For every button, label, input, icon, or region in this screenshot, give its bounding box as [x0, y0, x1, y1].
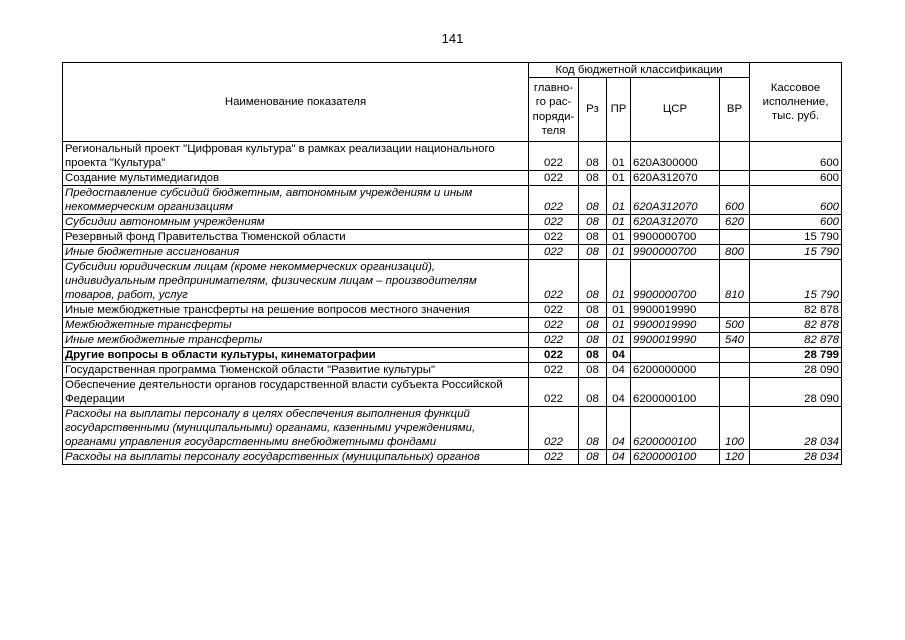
row-name: Другие вопросы в области культуры, кинематографии	[63, 348, 529, 363]
table-row	[63, 142, 842, 171]
row-amount: 82 878	[750, 318, 842, 333]
row-pr: 01	[607, 318, 631, 333]
row-amount: 15 790	[750, 245, 842, 260]
row-vr: 500	[720, 318, 750, 333]
row-glav: 022	[529, 333, 579, 348]
header-amount	[750, 63, 842, 142]
row-pr: 01	[607, 230, 631, 245]
row-glav: 022	[529, 186, 579, 215]
row-csr: 6200000100	[631, 378, 720, 407]
row-glav: 022	[529, 407, 579, 450]
row-glav: 022	[529, 348, 579, 363]
row-pr: 04	[607, 407, 631, 450]
row-rz: 08	[579, 363, 607, 378]
row-glav: 022	[529, 171, 579, 186]
row-csr: 6200000100	[631, 407, 720, 450]
row-vr: 620	[720, 215, 750, 230]
row-csr: 9900000700	[631, 260, 720, 303]
header-glav-line: теля	[541, 124, 566, 137]
row-csr: 9900000700	[631, 230, 720, 245]
row-name: Межбюджетные трансферты	[63, 318, 529, 333]
row-glav: 022	[529, 215, 579, 230]
row-rz: 08	[579, 333, 607, 348]
row-amount: 600	[750, 215, 842, 230]
row-rz: 08	[579, 407, 607, 450]
table-row	[63, 245, 842, 260]
row-csr: 620A312070	[631, 171, 720, 186]
header-name: Наименование показателя	[63, 63, 529, 142]
row-csr: 620A312070	[631, 215, 720, 230]
row-amount: 82 878	[750, 303, 842, 318]
header-amount-line: тыс. руб.	[771, 110, 820, 122]
row-pr: 01	[607, 215, 631, 230]
row-name: Субсидии автономным учреждениям	[63, 215, 529, 230]
row-vr	[720, 348, 750, 363]
header-glav	[529, 78, 579, 142]
table-row	[63, 363, 842, 378]
table-row	[63, 303, 842, 318]
row-vr: 100	[720, 407, 750, 450]
table-row	[63, 230, 842, 245]
header-amount-line: Кассовое	[770, 82, 821, 94]
header-amount-line: исполнение,	[762, 96, 829, 108]
row-amount: 15 790	[750, 260, 842, 303]
row-glav: 022	[529, 142, 579, 171]
row-pr: 01	[607, 303, 631, 318]
header-csr: ЦСР	[631, 78, 720, 142]
row-vr	[720, 230, 750, 245]
row-pr: 01	[607, 245, 631, 260]
row-vr: 120	[720, 450, 750, 465]
row-amount: 28 034	[750, 450, 842, 465]
row-vr: 810	[720, 260, 750, 303]
row-glav: 022	[529, 378, 579, 407]
table-row	[63, 407, 842, 450]
row-vr	[720, 171, 750, 186]
row-vr: 800	[720, 245, 750, 260]
table-row	[63, 450, 842, 465]
row-vr	[720, 142, 750, 171]
row-rz: 08	[579, 260, 607, 303]
row-rz: 08	[579, 245, 607, 260]
row-glav: 022	[529, 318, 579, 333]
row-name: Обеспечение деятельности органов государственной власти субъекта Российской Федерации	[63, 378, 529, 407]
row-amount: 15 790	[750, 230, 842, 245]
header-vr: ВР	[720, 78, 750, 142]
table-row	[63, 333, 842, 348]
row-pr: 01	[607, 260, 631, 303]
header-glav-line: го рас-	[535, 96, 572, 109]
row-name: Государственная программа Тюменской области "Развитие культуры"	[63, 363, 529, 378]
table-row	[63, 186, 842, 215]
row-name: Региональный проект "Цифровая культура" в рамках реализации национального проекта "Культура"	[63, 142, 529, 171]
row-vr	[720, 378, 750, 407]
row-rz: 08	[579, 348, 607, 363]
row-rz: 08	[579, 171, 607, 186]
row-csr: 620A312070	[631, 186, 720, 215]
row-glav: 022	[529, 230, 579, 245]
row-amount: 600	[750, 186, 842, 215]
header-code-group: Код бюджетной классификации	[529, 63, 750, 78]
row-vr	[720, 303, 750, 318]
row-rz: 08	[579, 142, 607, 171]
row-pr: 01	[607, 333, 631, 348]
row-amount: 600	[750, 142, 842, 171]
row-vr: 540	[720, 333, 750, 348]
table-row	[63, 318, 842, 333]
table-row	[63, 171, 842, 186]
row-vr	[720, 363, 750, 378]
row-name: Расходы на выплаты персоналу в целях обеспечения выполнения функций государственными (муниципальными) органами, казенными учреждениями, органами управления государственными внебюджетными фондами	[63, 407, 529, 450]
row-rz: 08	[579, 378, 607, 407]
row-vr: 600	[720, 186, 750, 215]
row-name: Иные бюджетные ассигнования	[63, 245, 529, 260]
table-row	[63, 348, 842, 363]
budget-table	[62, 62, 842, 465]
row-name: Иные межбюджетные трансферты	[63, 333, 529, 348]
row-amount: 28 034	[750, 407, 842, 450]
row-csr: 6200000000	[631, 363, 720, 378]
page-number: 141	[441, 31, 464, 46]
row-name: Создание мультимедиагидов	[63, 171, 529, 186]
row-name: Иные межбюджетные трансферты на решение вопросов местного значения	[63, 303, 529, 318]
row-rz: 08	[579, 186, 607, 215]
row-pr: 01	[607, 142, 631, 171]
row-pr: 04	[607, 378, 631, 407]
row-glav: 022	[529, 363, 579, 378]
row-amount: 28 090	[750, 363, 842, 378]
row-amount: 28 799	[750, 348, 842, 363]
row-pr: 04	[607, 450, 631, 465]
row-amount: 600	[750, 171, 842, 186]
row-rz: 08	[579, 303, 607, 318]
table-row	[63, 215, 842, 230]
row-pr: 01	[607, 186, 631, 215]
table-row	[63, 260, 842, 303]
row-csr: 9900000700	[631, 245, 720, 260]
row-csr: 620A300000	[631, 142, 720, 171]
row-name: Резервный фонд Правительства Тюменской области	[63, 230, 529, 245]
row-name: Субсидии юридическим лицам (кроме некоммерческих организаций), индивидуальным предпринимателям, физическим лицам – производителям товаров, работ, услуг	[63, 260, 529, 303]
row-csr: 6200000100	[631, 450, 720, 465]
row-name: Предоставление субсидий бюджетным, автономным учреждениям и иным некоммерческим организациям	[63, 186, 529, 215]
row-glav: 022	[529, 303, 579, 318]
row-csr: 9900019990	[631, 333, 720, 348]
row-name: Расходы на выплаты персоналу государственных (муниципальных) органов	[63, 450, 529, 465]
row-pr: 01	[607, 171, 631, 186]
row-glav: 022	[529, 450, 579, 465]
row-csr	[631, 348, 720, 363]
header-rz: Рз	[579, 78, 607, 142]
row-glav: 022	[529, 260, 579, 303]
row-pr: 04	[607, 348, 631, 363]
row-rz: 08	[579, 215, 607, 230]
row-rz: 08	[579, 230, 607, 245]
row-rz: 08	[579, 318, 607, 333]
header-pr: ПР	[607, 78, 631, 142]
row-pr: 04	[607, 363, 631, 378]
row-amount: 28 090	[750, 378, 842, 407]
header-glav-line: главно-	[533, 82, 574, 95]
row-glav: 022	[529, 245, 579, 260]
row-rz: 08	[579, 450, 607, 465]
table-row	[63, 378, 842, 407]
row-amount: 82 878	[750, 333, 842, 348]
row-csr: 9900019990	[631, 318, 720, 333]
header-glav-line: поряди-	[532, 110, 575, 123]
row-csr: 9900019990	[631, 303, 720, 318]
